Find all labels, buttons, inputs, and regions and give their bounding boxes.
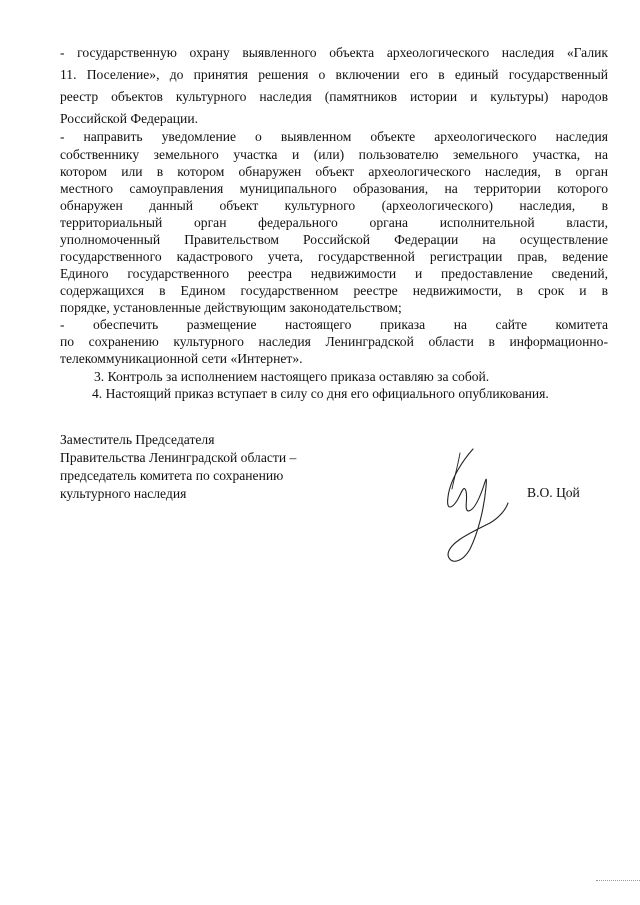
p2-line-10: содержащихся в Едином государственном реестре недвижимости, в срок и в	[60, 283, 608, 298]
footer-dotted-mark	[596, 878, 640, 881]
p2-line-5: обнаружен данный объект культурного (археологического) наследия, в	[60, 198, 608, 213]
p2-line-1: - направить уведомление о выявленном объекте археологического наследия	[60, 129, 608, 144]
p2-line-9: Единого государственного реестра недвижимости и предоставление сведений,	[60, 266, 608, 281]
p3-line-1: - обеспечить размещение настоящего приказа на сайте комитета	[60, 317, 608, 332]
p2-line-8: государственного кадастрового учета, государственной регистрации прав, ведение	[60, 249, 608, 264]
p2-line-4: местного самоуправления муниципального образования, на территории которого	[60, 181, 608, 196]
p2-line-2: собственнику земельного участка и (или) пользователю земельного участка, на	[60, 147, 608, 162]
signer-position-line-1: Заместитель Председателя	[60, 432, 215, 447]
signer-position-line-2: Правительства Ленинградской области –	[60, 450, 297, 465]
p1-line-1: - государственную охрану выявленного объекта археологического наследия «Галик	[60, 45, 608, 60]
p2-line-3: котором или в котором обнаружен объект археологического наследия, в орган	[60, 164, 608, 179]
point-4-text: 4. Настоящий приказ вступает в силу со дня его официального опубликования.	[92, 386, 549, 401]
signer-position-line-4: культурного наследия	[60, 486, 187, 501]
p1-line-4: Российской Федерации.	[60, 111, 198, 126]
p2-line-6: территориальный орган федерального органа исполнительной власти,	[60, 215, 608, 230]
signer-position-line-3: председатель комитета по сохранению	[60, 468, 284, 483]
point-3-text: 3. Контроль за исполнением настоящего приказа оставляю за собой.	[94, 369, 490, 384]
handwritten-signature	[440, 445, 510, 570]
p2-line-11: порядке, установленные действующим законодательством;	[60, 300, 402, 315]
p2-line-7: уполномоченный Правительством Российской Федерации на осуществление	[60, 232, 608, 247]
p3-line-2: по сохранению культурного наследия Ленинградской области в информационно-	[60, 334, 608, 349]
p1-line-2: 11. Поселение», до принятия решения о включении его в единый государственный	[60, 67, 608, 82]
p3-line-3: телекоммуникационной сети «Интернет».	[60, 351, 303, 366]
p1-line-3: реестр объектов культурного наследия (памятников истории и культуры) народов	[60, 89, 608, 104]
signer-name: В.О. Цой	[527, 485, 580, 500]
